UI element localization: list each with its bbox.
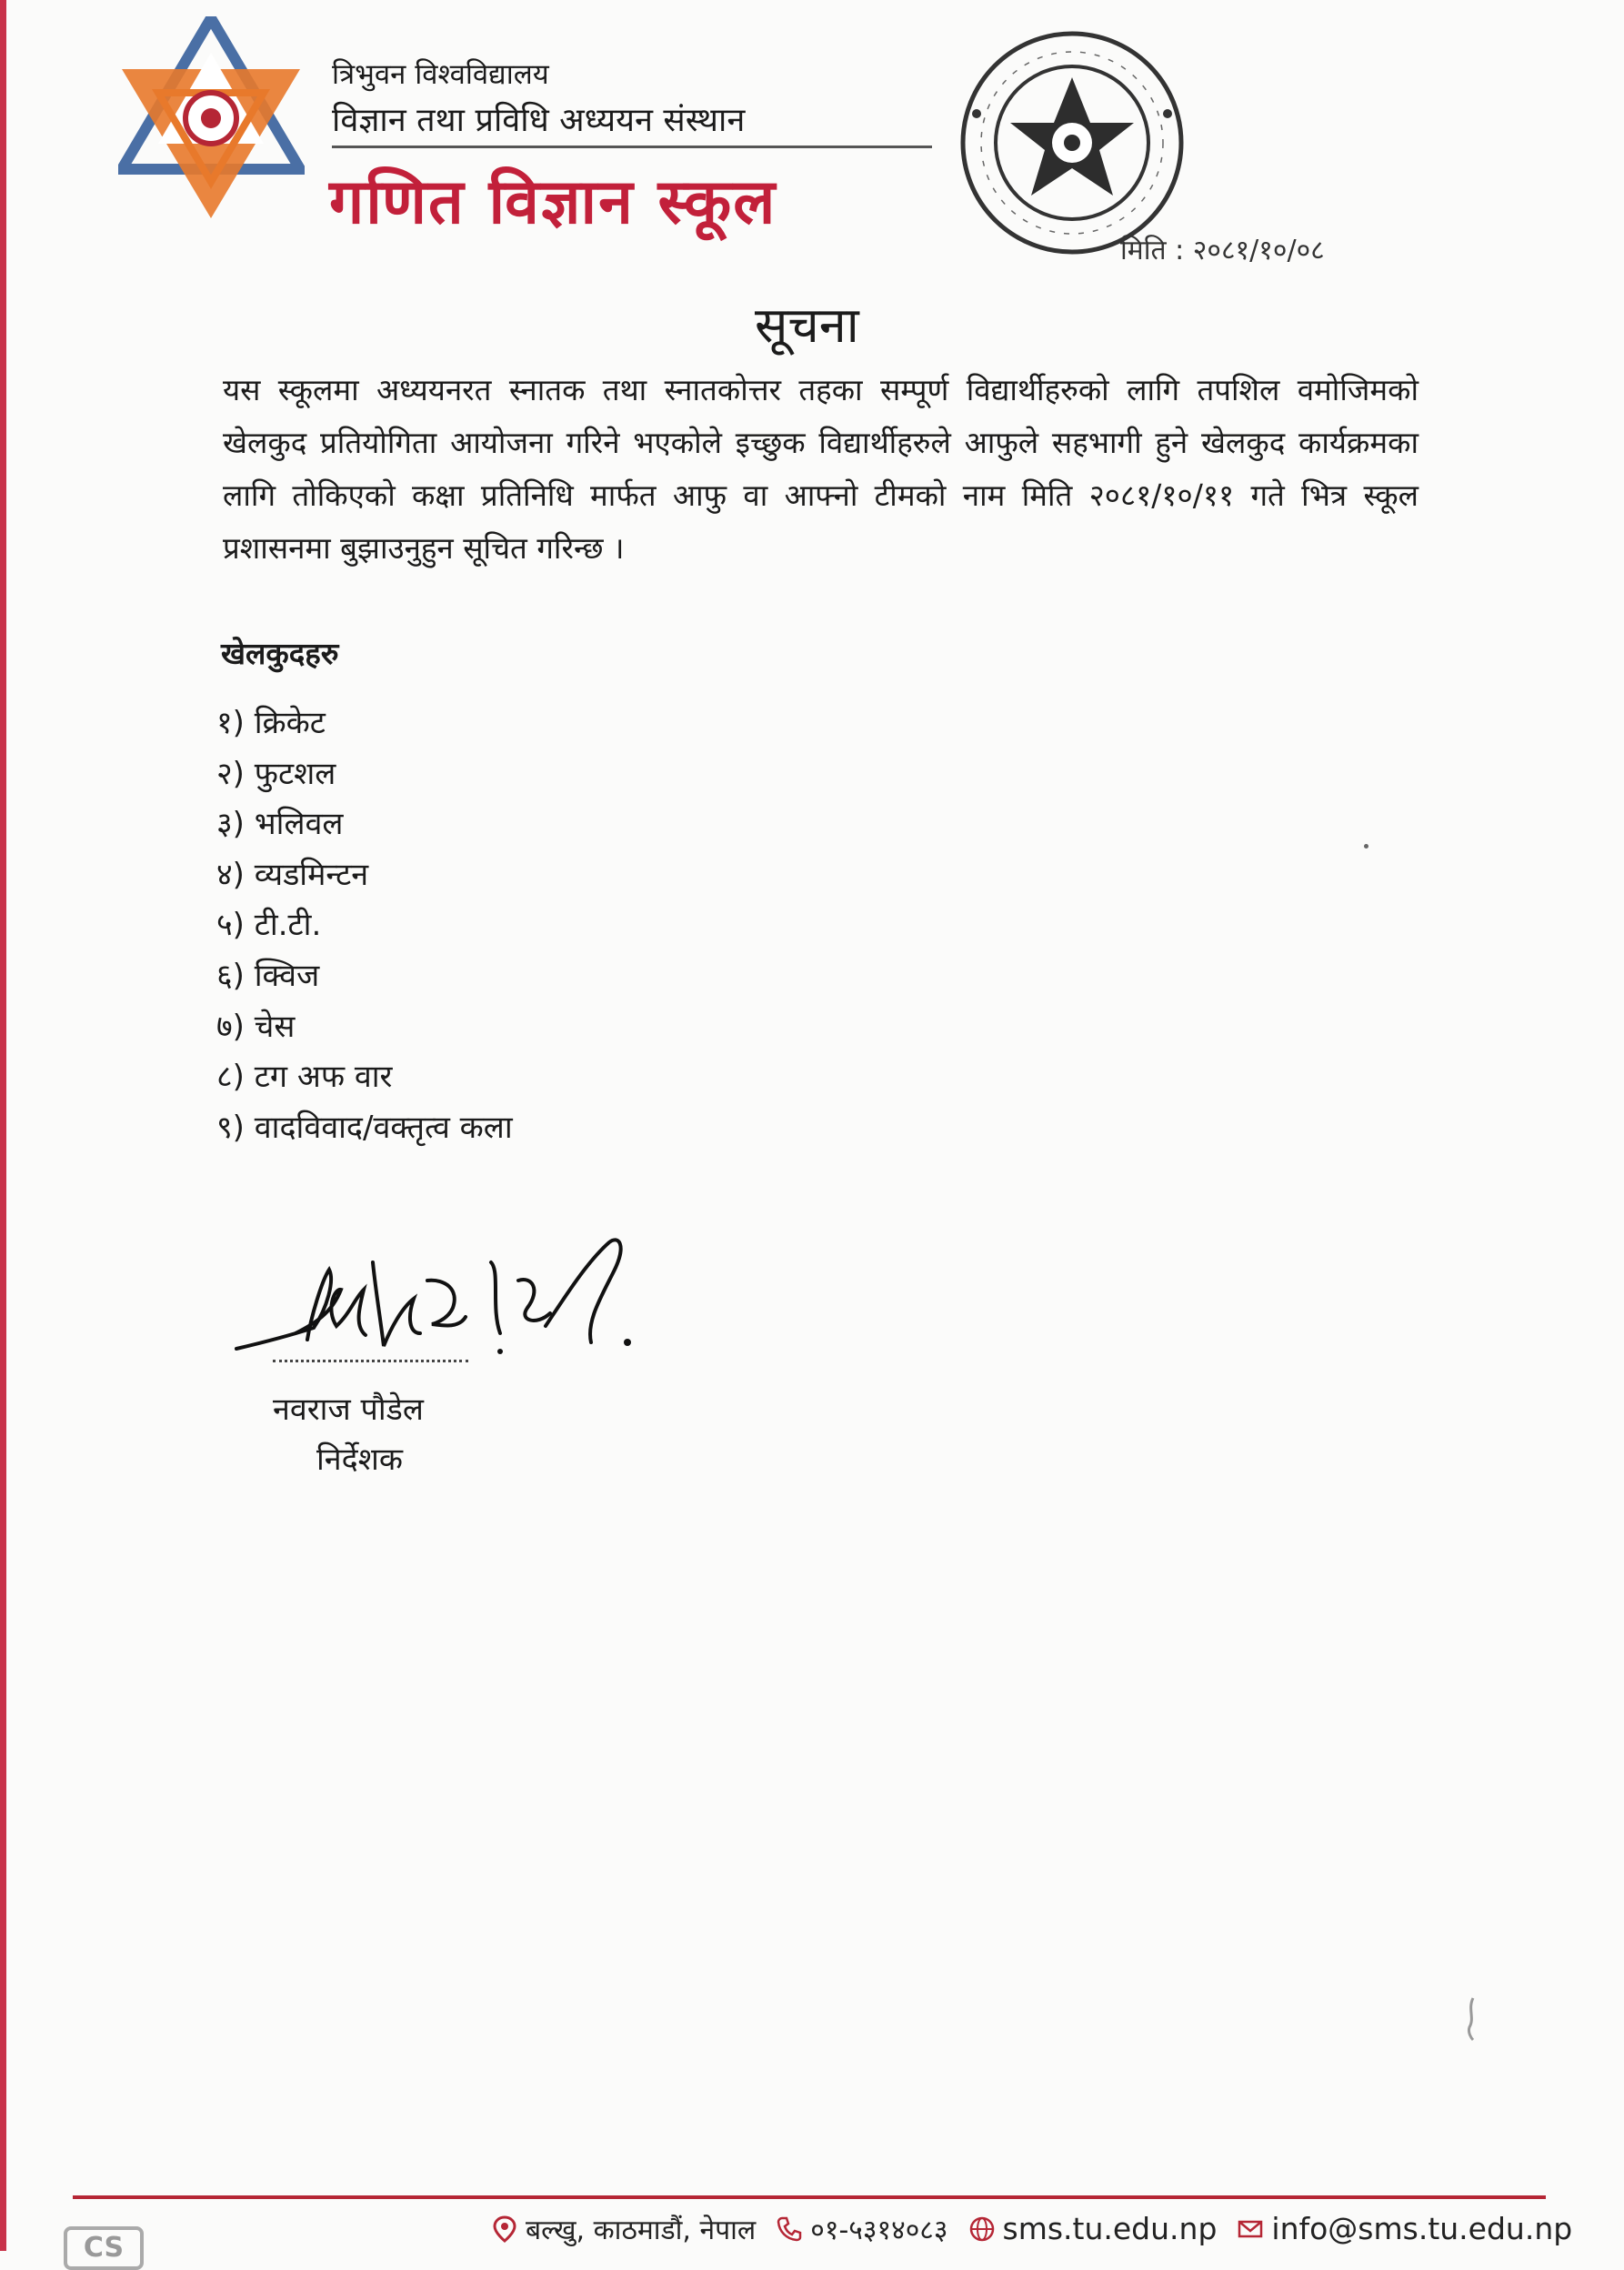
list-item: ६) क्विज <box>216 957 320 994</box>
footer-website[interactable]: sms.tu.edu.np <box>1002 2211 1218 2246</box>
list-item: ९) वादविवाद/वक्तृत्व कला <box>216 1109 513 1146</box>
signatory-title: निर्देशक <box>316 1441 403 1478</box>
notice-date: मिति : २०८१/१०/०८ <box>1120 235 1325 266</box>
paper-mark <box>1464 1996 1479 2042</box>
footer <box>491 2210 1572 2247</box>
header-divider <box>332 146 932 148</box>
footer-divider <box>73 2195 1546 2199</box>
signatory-name: नवराज पौडेल <box>273 1391 424 1428</box>
paper-speck <box>1364 844 1368 849</box>
list-item: १) क्रिकेट <box>216 705 326 741</box>
email-icon <box>1237 2215 1264 2243</box>
signature-dotted-line <box>273 1360 468 1362</box>
list-item: ८) टग अफ वार <box>216 1059 393 1096</box>
scanner-watermark: CS <box>64 2226 144 2270</box>
location-pin-icon <box>491 2215 518 2243</box>
sports-list <box>216 698 513 1153</box>
list-item: २) फुटशल <box>216 755 336 792</box>
university-name: त्रिभुवन विश्वविद्यालय <box>332 58 549 91</box>
list-item: ४) व्यडमिन्टन <box>216 856 369 893</box>
school-name: गणित विज्ञान स्कूल <box>329 166 777 238</box>
globe-icon <box>968 2215 996 2243</box>
notice-title: सूचना <box>755 296 859 354</box>
list-item: ७) चेस <box>216 1008 296 1045</box>
institute-name: विज्ञान तथा प्रविधि अध्ययन संस्थान <box>332 102 746 139</box>
sports-heading: खेलकुदहरु <box>221 636 339 671</box>
school-seal-icon <box>957 27 1188 259</box>
list-item: ५) टी.टी. <box>216 907 322 944</box>
phone-icon <box>776 2215 803 2243</box>
footer-email[interactable]: info@sms.tu.edu.np <box>1271 2211 1573 2246</box>
page-edge-stripe <box>0 0 6 2251</box>
signature-icon <box>227 1226 682 1381</box>
notice-body: यस स्कूलमा अध्ययनरत स्नातक तथा स्नातकोत्तर तहका सम्पूर्ण विद्यार्थीहरुको लागि तपशिल वमोजिमको खेलकुद प्रतियोगिता आयोजना गरिने भएकोले इच्छुक विद्यार्थीहरुले आफुले सहभागी हुने खेलकुद कार्यक्रमका लागि तोकिएको कक्षा प्रतिनिधि मार्फत आफु वा आफ्नो टीमको नाम मिति २०८१/१०/११ गते भित्र स्कूल प्रशासनमा बुझाउनुहुन सूचित गरिन्छ । <box>223 372 1418 566</box>
footer-phone: ०१-५३१४०८३ <box>810 2215 948 2246</box>
list-item: ३) भलिवल <box>216 806 344 843</box>
tu-logo-icon <box>118 16 305 221</box>
footer-address: बल्खु, काठमाडौं, नेपाल <box>526 2215 757 2246</box>
